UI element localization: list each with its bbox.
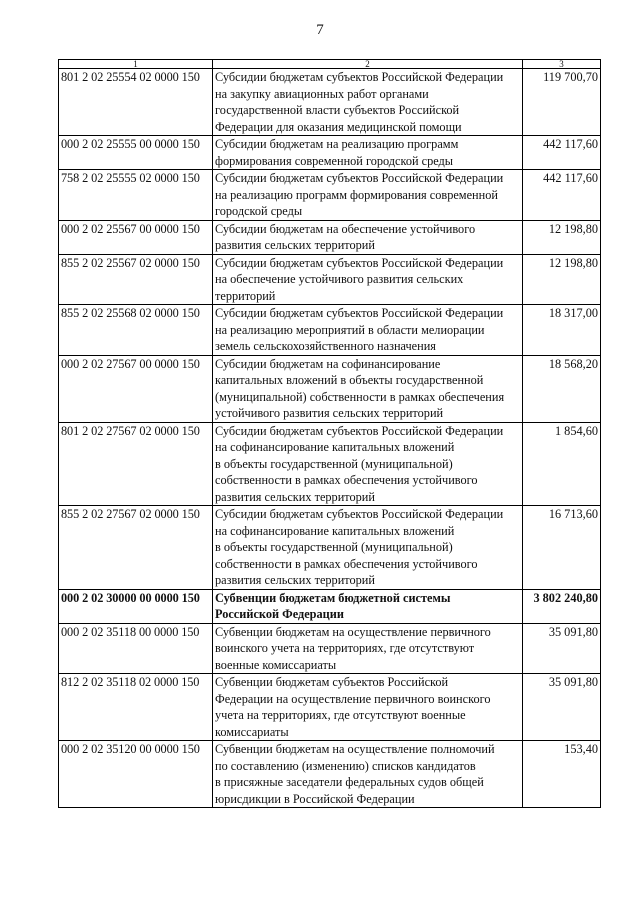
budget-code-cell: 000 2 02 27567 00 0000 150 [59,355,213,422]
amount-cell: 18 317,00 [523,305,601,356]
description-line: на реализацию программ формирования современной [215,187,498,202]
description-cell [213,589,523,623]
table-row [59,305,601,356]
description-line: Субсидии бюджетам субъектов Российской Федерации [215,306,504,320]
description-line: территорий [215,288,276,303]
budget-code-cell: 000 2 02 25555 00 0000 150 [59,136,213,170]
description-line: юрисдикции в Российской Федерации [215,791,415,806]
description-line: развития сельских территорий [215,238,375,252]
description-cell [213,170,523,221]
table-row [59,674,601,741]
table-row [59,623,601,674]
description-cell [213,254,523,305]
description-line: Субсидии бюджетам на обеспечение устойчивого [215,221,476,236]
table-row [59,170,601,221]
description-cell [213,220,523,254]
description-line: в объекты государственной (муниципальной) [215,540,453,554]
description-cell [213,506,523,590]
budget-code-cell: 801 2 02 27567 02 0000 150 [59,422,213,506]
budget-code-cell: 855 2 02 27567 02 0000 150 [59,506,213,590]
description-cell [213,422,523,506]
budget-code-cell: 000 2 02 35120 00 0000 150 [59,741,213,808]
description-line: на реализацию мероприятий в области мелиорации [215,322,485,337]
amount-cell: 16 713,60 [523,506,601,590]
description-line: Субсидии бюджетам на реализацию программ [215,137,459,151]
description-line: в присяжные заседатели федеральных судов общей [215,775,484,789]
description-line: военные комиссариаты [215,657,337,672]
description-cell [213,355,523,422]
description-line: Российской Федерации [215,607,344,621]
description-line: в объекты государственной (муниципальной) [215,456,453,471]
description-cell [213,674,523,741]
amount-cell: 153,40 [523,741,601,808]
table-row [59,69,601,136]
description-line: развития сельских территорий [215,489,375,504]
description-line: городской среды [215,204,303,218]
table-row [59,589,601,623]
description-line: собственности в рамках обеспечения устойчивого [215,556,478,571]
description-line: на софинансирование капитальных вложений [215,523,455,538]
description-cell [213,623,523,674]
description-line: земель сельскохозяйственного назначения [215,339,436,353]
amount-cell: 3 802 240,80 [523,589,601,623]
budget-table [58,59,601,808]
table-body [59,69,601,808]
table-row [59,506,601,590]
budget-code-cell: 855 2 02 25568 02 0000 150 [59,305,213,356]
description-line: учета на территориях, где отсутствуют военные [215,708,466,722]
description-line: Субсидии бюджетам субъектов Российской Федерации [215,507,504,521]
table-row [59,741,601,808]
description-line: капитальных вложений в объекты государственной [215,373,484,387]
column-header-amount: 3 [523,60,601,69]
description-line: собственности в рамках обеспечения устойчивого [215,473,478,487]
description-line: на софинансирование капитальных вложений [215,440,455,454]
table-row [59,220,601,254]
amount-cell: 35 091,80 [523,623,601,674]
table-row [59,355,601,422]
description-line: Субсидии бюджетам субъектов Российской Федерации [215,70,504,84]
budget-code-cell: 000 2 02 35118 00 0000 150 [59,623,213,674]
description-line: формирования современной городской среды [215,153,454,168]
description-line: Субсидии бюджетам субъектов Российской Федерации [215,255,504,270]
amount-cell: 442 117,60 [523,170,601,221]
description-line: комиссариаты [215,724,289,739]
description-line: на обеспечение устойчивого развития сельских [215,272,464,286]
amount-cell: 35 091,80 [523,674,601,741]
description-cell [213,69,523,136]
column-header-description: 2 [213,60,523,69]
amount-cell: 1 854,60 [523,422,601,506]
amount-cell: 12 198,80 [523,220,601,254]
table-row [59,254,601,305]
description-line: Субвенции бюджетам бюджетной системы [215,590,451,605]
description-cell [213,741,523,808]
table-header-row [59,60,601,69]
description-line: по составлению (изменению) списков кандидатов [215,758,476,773]
description-line: Субсидии бюджетам субъектов Российской Федерации [215,423,504,438]
description-line: на закупку авиационных работ органами [215,86,429,101]
table-row [59,136,601,170]
page-number: 7 [316,22,324,38]
budget-code-cell: 000 2 02 25567 00 0000 150 [59,220,213,254]
amount-cell: 12 198,80 [523,254,601,305]
description-line: государственной власти субъектов Российской [215,103,460,117]
description-line: воинского учета на территориях, где отсутствуют [215,641,475,655]
amount-cell: 18 568,20 [523,355,601,422]
description-line: развития сельских территорий [215,573,375,587]
amount-cell: 119 700,70 [523,69,601,136]
description-line: устойчивого развития сельских территорий [215,406,444,420]
description-line: Федерации для оказания медицинской помощи [215,119,462,134]
description-line: Субвенции бюджетам на осуществление первичного [215,624,491,639]
description-cell [213,136,523,170]
budget-code-cell: 758 2 02 25555 02 0000 150 [59,170,213,221]
description-cell [213,305,523,356]
budget-code-cell: 812 2 02 35118 02 0000 150 [59,674,213,741]
description-line: Федерации на осуществление первичного воинского [215,691,491,706]
table-row [59,422,601,506]
description-line: Субсидии бюджетам на софинансирование [215,356,441,371]
description-line: Субсидии бюджетам субъектов Российской Федерации [215,171,504,185]
budget-code-cell: 855 2 02 25567 02 0000 150 [59,254,213,305]
amount-cell: 442 117,60 [523,136,601,170]
budget-code-cell: 801 2 02 25554 02 0000 150 [59,69,213,136]
description-line: Субвенции бюджетам на осуществление полномочий [215,742,495,756]
description-line: (муниципальной) собственности в рамках обеспечения [215,389,505,404]
column-header-code: 1 [59,60,213,69]
description-line: Субвенции бюджетам субъектов Российской [215,675,449,689]
budget-code-cell: 000 2 02 30000 00 0000 150 [59,589,213,623]
